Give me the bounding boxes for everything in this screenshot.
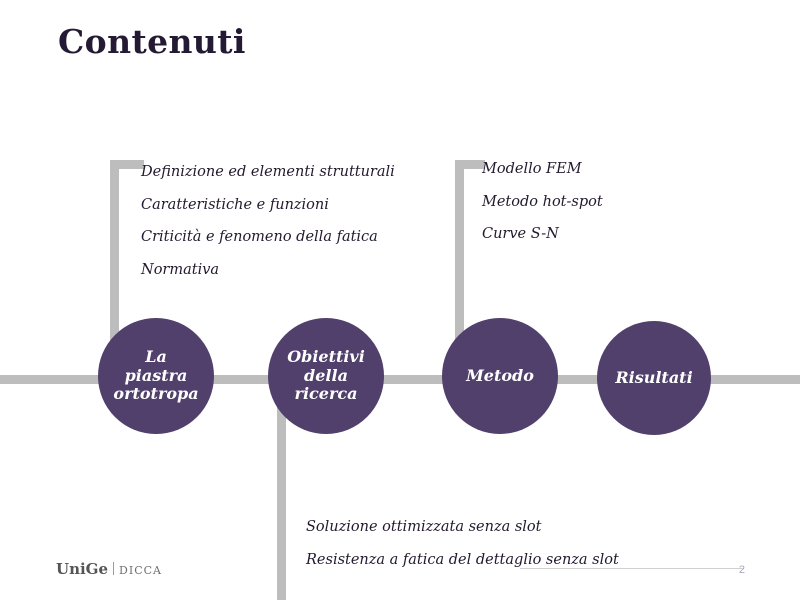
- list-item: Metodo hot-spot: [482, 193, 603, 210]
- node-label-line: Risultati: [615, 367, 693, 387]
- page-number: 2: [738, 564, 745, 576]
- list-item: Soluzione ottimizzata senza slot: [306, 519, 542, 535]
- node-label-line: ortotropa: [113, 384, 199, 404]
- node-metodo[interactable]: [442, 318, 558, 434]
- footer-brand: UniGe: [56, 560, 109, 578]
- list-item: Caratteristiche e funzioni: [141, 196, 329, 213]
- connector-stub-left: [110, 160, 144, 169]
- node-label-line: Metodo: [466, 365, 534, 385]
- page-title: Contenuti: [58, 22, 246, 61]
- node-label-line: Obiettivi: [287, 346, 365, 366]
- footer-divider: [113, 562, 114, 575]
- connector-stub-right: [455, 160, 485, 169]
- footer-logo: [56, 560, 162, 578]
- node-label-line: piastra: [124, 365, 188, 385]
- footer-rule: [520, 568, 744, 569]
- bullet-group-metodo: [482, 162, 603, 260]
- footer-department: DICCA: [119, 564, 162, 577]
- node-risultati[interactable]: [597, 321, 711, 435]
- list-item: Curve S-N: [482, 226, 559, 242]
- node-label-line: della: [304, 365, 348, 385]
- list-item: Definizione ed elementi strutturali: [141, 164, 395, 180]
- bullet-group-obiettivi-ricerca: [306, 520, 619, 585]
- list-item: Modello FEM: [482, 161, 582, 177]
- list-item: Criticità e fenomeno della fatica: [141, 229, 378, 245]
- node-label-line: ricerca: [294, 384, 358, 404]
- node-piastra-ortotropa[interactable]: [98, 318, 214, 434]
- list-item: Resistenza a fatica del dettaglio senza slot: [306, 551, 619, 568]
- list-item: Normativa: [141, 261, 220, 278]
- node-obiettivi-ricerca[interactable]: [268, 318, 384, 434]
- node-label-line: La: [145, 346, 167, 366]
- bullet-group-piastra-ortotropa: [141, 165, 395, 295]
